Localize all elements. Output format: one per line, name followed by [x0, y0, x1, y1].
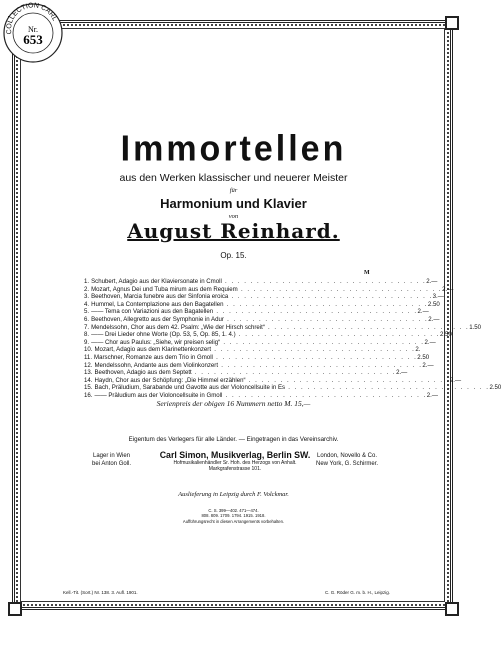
piece-price: 2.— — [417, 308, 429, 316]
piece-title: Mendelssohn, Andante aus dem Violinkonzert . . . . . . . . . . . . . . . . . . . . . . . . . . . . . . . . — [94, 361, 423, 369]
piece-row — [84, 285, 454, 294]
publisher-address: Markgrafenstrasse 101. — [208, 466, 262, 472]
piece-title: Beethoven, Marcia funebre aus der Sinfonia eroica . . . . . . . . . . . . . . . . . . . . . . . . . . . . . . . . — [91, 293, 433, 301]
subtitle: aus den Werken klassischer und neuerer Meister — [119, 172, 348, 184]
piece-price: 2.— — [426, 278, 438, 285]
piece-row — [84, 369, 408, 377]
piece-price: 2.— — [396, 369, 408, 377]
piece-title: Marschner, Romanze aus dem Trio in Gmoll . . . . . . . . . . . . . . . . . . . . . . . . . . . . . . . . — [94, 353, 418, 361]
stamp-nr-label: Nr. — [28, 25, 38, 34]
piece-price: 2.— — [426, 391, 438, 399]
stamp-number: 653 — [23, 32, 43, 47]
corner-ornament — [445, 16, 459, 30]
piece-number: 2. — [84, 285, 90, 293]
vienna-line: bei Anton Goll. — [92, 460, 132, 467]
piece-number: 4. — [84, 300, 90, 308]
piece-price: 2.— — [424, 338, 436, 346]
piece-number: 8. — [84, 331, 90, 339]
piece-row — [84, 353, 430, 362]
vienna-line: Lager in Wien — [93, 453, 131, 459]
piece-title: Haydn, Chor aus der Schöpfung: „Die Himmel erzählen“ . . . . . . . . . . . . . . . . . . . . . . . . . . . . . . . . — [94, 376, 450, 384]
piece-price: 2.— — [442, 285, 454, 293]
piece-number: 11. — [84, 353, 93, 361]
von-label: von — [228, 213, 239, 220]
instruments: Harmonium und Klavier — [160, 196, 307, 211]
piece-price: 2.— — [422, 361, 434, 369]
series-price: Serienpreis der obigen 16 Nummern netto M. 15,— — [156, 399, 311, 408]
composer-name: August Reinhard. — [127, 219, 340, 243]
piece-row — [84, 323, 482, 332]
stamp-text: COLLECTION CARL — [5, 2, 59, 35]
distribution-note: Auslieferung in Leipzig durch F. Volckmar. — [178, 491, 289, 498]
piece-title: —— Tema con Variazioni aus den Bagatellen . . . . . . . . . . . . . . . . . . . . . . . . . . . . . . . . — [91, 308, 418, 316]
piece-list — [84, 278, 501, 400]
opus-number: Op. 15. — [220, 251, 247, 260]
piece-row — [84, 346, 421, 354]
piece-number: 10. — [84, 346, 93, 354]
piece-row — [84, 361, 434, 370]
piece-number: 14. — [84, 376, 93, 384]
piece-price: 1.50 — [469, 323, 482, 331]
piece-title: Mendelssohn, Chor aus dem 42. Psalm: „Wie der Hirsch schreit“ . . . . . . . . . . . . . . . . . . . . . . . . . . . . . . . . — [91, 323, 470, 331]
publisher-block — [150, 450, 320, 472]
piece-title: Beethoven, Allegretto aus der Symphonie in Adur . . . . . . . . . . . . . . . . . . . . . . . . . . . . . . . . — [91, 315, 429, 323]
piece-price: 2.50 — [439, 331, 452, 339]
piece-price: 2.50 — [427, 300, 440, 308]
piece-title: Mozart, Agnus Dei und Tuba mirum aus dem Requiem . . . . . . . . . . . . . . . . . . . . . . . . . . . . . . . . — [91, 285, 443, 293]
piece-row — [84, 300, 440, 309]
piece-row — [84, 338, 436, 347]
fuer-label: für — [229, 187, 238, 194]
piece-title: Beethoven, Adagio aus dem Septett . . . . . . . . . . . . . . . . . . . . . . . . . . . . . . . . — [94, 369, 397, 377]
page-title: Immortellen — [120, 129, 347, 169]
agent-line: London, Novello & Co. — [316, 453, 378, 459]
piece-number: 1. — [84, 278, 90, 285]
footer-printer: C. G. Röder G. m. b. H., Leipzig. — [325, 590, 391, 595]
piece-number: 15. — [84, 384, 93, 392]
piece-title: —— Präludium aus der Violoncellsuite in Gmoll . . . . . . . . . . . . . . . . . . . . . . . . . . . . . . . . — [94, 391, 427, 399]
piece-price: 2.50 — [489, 384, 501, 392]
piece-row — [84, 331, 452, 339]
piece-price: 2.— — [449, 376, 462, 384]
corner-ornament — [8, 602, 22, 616]
plate-line: C. S. 399—402. 471—474. — [208, 508, 259, 513]
plate-line: 808. 809. 1709. 1794. 1915. 1918. — [201, 513, 266, 519]
piece-number: 12. — [84, 361, 93, 369]
rights-notice: Eigentum des Verlegers für alle Länder. — Eingetragen in das Vereinsarchiv. — [128, 436, 339, 443]
vienna-agent — [92, 453, 131, 468]
piece-price: 2. — [415, 346, 421, 354]
piece-row — [84, 315, 440, 324]
piece-number: 9. — [84, 338, 90, 346]
piece-title: Schubert, Adagio aus der Klaviersonate in Cmoll . . . . . . . . . . . . . . . . . . . . . . . . . . . . . . . . — [91, 278, 427, 285]
piece-price: 2.50 — [417, 353, 430, 361]
piece-number: 5. — [84, 308, 90, 316]
piece-row — [84, 293, 444, 301]
piece-number: 13. — [84, 369, 93, 377]
piece-title: —— Chor aus Paulus: „Siehe, wir preisen selig“ . . . . . . . . . . . . . . . . . . . . . . . . . . . . . . . . — [91, 338, 425, 346]
piece-price: 3.— — [432, 293, 444, 301]
piece-row — [84, 384, 501, 392]
price-header: M — [364, 270, 370, 276]
plate-numbers — [0, 508, 467, 524]
piece-row — [84, 278, 438, 286]
piece-row — [84, 376, 462, 385]
agent-line: New York, G. Schirmer. — [316, 460, 379, 467]
piece-number: 16. — [84, 391, 93, 399]
piece-title: Bach, Präludium, Sarabande und Gavotte aus der Violoncellsuite in Es . . . . . . . . . . . . . . . . . . . . . . . . . . . . . . . . — [94, 384, 490, 392]
footer-edition: Kell.-Tit. (Sort.) Nr. 138. 3. Aufl. 1901. — [63, 590, 138, 595]
publisher-name: Carl Simon, Musikverlag, Berlin SW. — [159, 450, 311, 460]
piece-number: 6. — [84, 315, 90, 323]
piece-number: 7. — [84, 323, 90, 331]
piece-row — [84, 308, 429, 316]
plate-line: Aufführungsrecht in diesen Arrangements vorbehalten. — [182, 518, 285, 524]
collection-stamp — [2, 2, 64, 64]
piece-title: Mozart, Adagio aus dem Klarinettenkonzert . . . . . . . . . . . . . . . . . . . . . . . . . . . . . . . . — [94, 346, 416, 354]
foreign-agents — [316, 453, 378, 468]
publisher-address: Hofmusikalienhändler Sr. Hoh. des Herzogs von Anhalt. — [173, 460, 297, 466]
piece-title: —— Drei Lieder ohne Worte (Op. 53, 5, Op. 85, 1. 4.) . . . . . . . . . . . . . . . . . . . . . . . . . . . . . . . . — [91, 331, 440, 339]
piece-title: Hummel, La Contemplazione aus den Bagatellen . . . . . . . . . . . . . . . . . . . . . . . . . . . . . . . . — [91, 300, 428, 308]
piece-number: 3. — [84, 293, 90, 301]
piece-price: 2.— — [428, 315, 440, 323]
corner-ornament — [445, 602, 459, 616]
